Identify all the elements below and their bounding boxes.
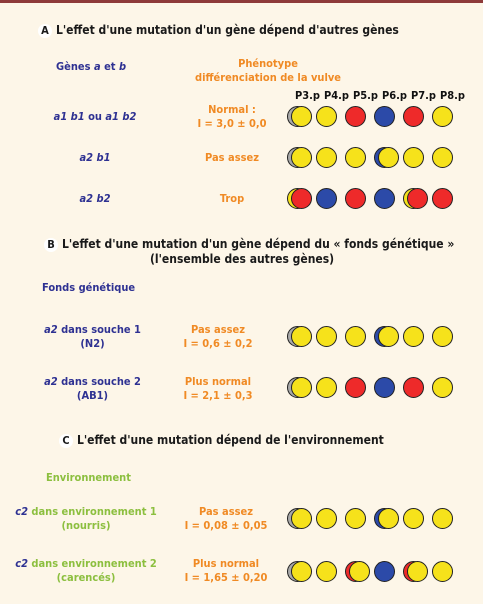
yellow-cell-fate-circle <box>291 377 312 398</box>
cell-label-p5: P5.p <box>353 89 378 102</box>
phenotype-c-row1 <box>180 505 272 533</box>
cell-label-p6: P6.p <box>382 89 407 102</box>
vulval-cell-7 <box>403 377 432 399</box>
red-cell-fate-circle <box>345 377 366 398</box>
phenotype-header-line1: Phénotype <box>238 57 298 70</box>
yellow-cell-fate-circle <box>378 326 399 347</box>
vulval-cell-8 <box>432 377 461 399</box>
top-border <box>0 0 483 3</box>
section-a-title <box>38 23 399 38</box>
genotype-a-row2 <box>40 151 150 165</box>
genotype-a2b2: a2 b2 <box>79 192 111 205</box>
yellow-cell-fate-circle <box>349 561 370 582</box>
yellow-cell-fate-circle <box>316 326 337 347</box>
vulval-cell-6 <box>374 147 403 169</box>
section-a-letter: A <box>38 24 52 38</box>
strain-name: (N2) <box>80 337 105 350</box>
vulval-cell-5 <box>345 106 374 128</box>
phenotype-label: Pas assez <box>191 323 245 336</box>
phenotype-a-row2 <box>186 151 278 165</box>
vulval-cell-7 <box>403 188 432 210</box>
vulval-cell-5 <box>345 377 374 399</box>
vulval-cell-5 <box>345 188 374 210</box>
vulval-cell-7 <box>403 561 432 583</box>
yellow-cell-fate-circle <box>432 508 453 529</box>
environment-condition: (carencés) <box>56 571 116 584</box>
vulval-cell-4 <box>316 508 345 530</box>
section-c-title-text: L'effet d'une mutation dépend de l'environnement <box>77 433 384 447</box>
red-cell-fate-circle <box>407 188 428 209</box>
genotype-a1b2: a1 b2 <box>105 110 137 123</box>
vulval-cell-7 <box>403 106 432 128</box>
environment-name: dans environnement 1 <box>27 505 157 518</box>
yellow-cell-fate-circle <box>378 147 399 168</box>
vulval-cell-3 <box>287 377 316 399</box>
genotype-strain: dans souche 1 <box>57 323 141 336</box>
vulval-cell-8 <box>432 188 461 210</box>
vulval-cell-8 <box>432 508 461 530</box>
phenotype-index: I = 2,1 ± 0,3 <box>183 389 253 402</box>
genotype-a1b1: a1 b1 <box>53 110 85 123</box>
environment-name: dans environnement 2 <box>27 557 157 570</box>
vulval-cell-5 <box>345 508 374 530</box>
yellow-cell-fate-circle <box>316 561 337 582</box>
phenotype-b-row1 <box>172 323 264 351</box>
vulval-cell-3 <box>287 508 316 530</box>
blue-cell-fate-circle <box>374 561 395 582</box>
phenotype-c-row2 <box>180 557 272 585</box>
gene-b-italic: b <box>118 60 127 73</box>
vulval-cell-3 <box>287 326 316 348</box>
blue-cell-fate-circle <box>316 188 337 209</box>
yellow-cell-fate-circle <box>291 106 312 127</box>
genes-header-text: Gènes <box>56 60 94 73</box>
section-b-title <box>44 237 454 252</box>
phenotype-index: I = 3,0 ± 0,0 <box>197 117 267 130</box>
vulval-cell-3 <box>287 106 316 128</box>
phenotype-a-row3 <box>186 192 278 206</box>
genotype-a-row1 <box>40 110 150 124</box>
vulval-cell-7 <box>403 508 432 530</box>
phenotype-label: Plus normal <box>184 375 252 388</box>
yellow-cell-fate-circle <box>403 147 424 168</box>
red-cell-fate-circle <box>345 188 366 209</box>
red-cell-fate-circle <box>403 377 424 398</box>
genotype-b-row2 <box>25 375 160 403</box>
red-cell-fate-circle <box>291 188 312 209</box>
vulval-cell-3 <box>287 561 316 583</box>
environnement-header: Environnement <box>46 471 131 484</box>
cell-row <box>287 508 461 530</box>
genotype-a-row3 <box>40 192 150 206</box>
vulval-cell-4 <box>316 377 345 399</box>
vulval-cell-6 <box>374 377 403 399</box>
cell-row <box>287 147 461 169</box>
vulval-cell-5 <box>345 561 374 583</box>
cell-row <box>287 106 461 128</box>
phenotype-header-line2: différenciation de la vulve <box>195 71 341 84</box>
blue-cell-fate-circle <box>374 188 395 209</box>
cell-label-p8: P8.p <box>440 89 465 102</box>
phenotype-b-row2 <box>172 375 264 403</box>
phenotype-column-header <box>183 57 353 85</box>
yellow-cell-fate-circle <box>432 561 453 582</box>
blue-cell-fate-circle <box>374 377 395 398</box>
vulval-cell-8 <box>432 561 461 583</box>
yellow-cell-fate-circle <box>316 377 337 398</box>
phenotype-index: I = 0,08 ± 0,05 <box>184 519 268 532</box>
cell-label-p7: P7.p <box>411 89 436 102</box>
yellow-cell-fate-circle <box>432 147 453 168</box>
genotype-c-row2 <box>12 557 160 585</box>
phenotype-label: Plus normal <box>192 557 260 570</box>
yellow-cell-fate-circle <box>432 106 453 127</box>
vulval-cell-4 <box>316 561 345 583</box>
yellow-cell-fate-circle <box>403 326 424 347</box>
genotype-b-row1 <box>25 323 160 351</box>
vulval-cell-4 <box>316 326 345 348</box>
genotype-c-row1 <box>12 505 160 533</box>
phenotype-label: Trop <box>219 192 245 205</box>
vulval-cell-8 <box>432 326 461 348</box>
vulval-cell-6 <box>374 106 403 128</box>
section-b-subtitle: (l'ensemble des autres gènes) <box>150 252 335 266</box>
vulval-cell-4 <box>316 188 345 210</box>
genes-header-connector: et <box>100 60 119 73</box>
yellow-cell-fate-circle <box>345 147 366 168</box>
vulval-cell-4 <box>316 147 345 169</box>
genotype-a2: a2 <box>44 323 58 336</box>
environment-condition: (nourris) <box>61 519 111 532</box>
vulval-cell-8 <box>432 147 461 169</box>
red-cell-fate-circle <box>403 106 424 127</box>
yellow-cell-fate-circle <box>316 106 337 127</box>
yellow-cell-fate-circle <box>291 147 312 168</box>
cell-row <box>287 326 461 348</box>
strain-name: (AB1) <box>76 389 109 402</box>
vulval-cell-5 <box>345 326 374 348</box>
fonds-genetique-header: Fonds génétique <box>42 281 136 294</box>
yellow-cell-fate-circle <box>291 326 312 347</box>
cell-row <box>287 561 461 583</box>
vulval-cell-4 <box>316 106 345 128</box>
vulval-cell-8 <box>432 106 461 128</box>
genotype-a2: a2 <box>44 375 58 388</box>
genes-column-header <box>56 60 126 73</box>
vulval-cell-6 <box>374 508 403 530</box>
vulval-cell-6 <box>374 561 403 583</box>
phenotype-a-row1 <box>186 103 278 131</box>
red-cell-fate-circle <box>432 188 453 209</box>
yellow-cell-fate-circle <box>316 147 337 168</box>
section-b-title-line1: L'effet d'une mutation d'un gène dépend du « fonds génétique » <box>62 237 455 251</box>
gene-a-italic: a <box>93 60 101 73</box>
vulval-cell-3 <box>287 147 316 169</box>
section-c-title <box>59 433 384 448</box>
yellow-cell-fate-circle <box>291 508 312 529</box>
vulval-cell-7 <box>403 147 432 169</box>
phenotype-label: Pas assez <box>205 151 259 164</box>
cell-row <box>287 377 461 399</box>
yellow-cell-fate-circle <box>291 561 312 582</box>
vulval-cell-3 <box>287 188 316 210</box>
cell-labels-header <box>293 89 467 102</box>
section-a-title-text: L'effet d'une mutation d'un gène dépend d'autres gènes <box>56 23 399 37</box>
yellow-cell-fate-circle <box>432 326 453 347</box>
cell-row <box>287 188 461 210</box>
vulval-cell-5 <box>345 147 374 169</box>
blue-cell-fate-circle <box>374 106 395 127</box>
phenotype-index: I = 1,65 ± 0,20 <box>184 571 268 584</box>
vulval-cell-6 <box>374 326 403 348</box>
genotype-a2b1: a2 b1 <box>79 151 111 164</box>
genotype-or: ou <box>84 110 106 123</box>
red-cell-fate-circle <box>345 106 366 127</box>
cell-label-p4: P4.p <box>324 89 349 102</box>
phenotype-label: Pas assez <box>199 505 253 518</box>
yellow-cell-fate-circle <box>403 508 424 529</box>
phenotype-index: I = 0,6 ± 0,2 <box>183 337 253 350</box>
vulval-cell-7 <box>403 326 432 348</box>
yellow-cell-fate-circle <box>345 326 366 347</box>
yellow-cell-fate-circle <box>407 561 428 582</box>
genotype-strain: dans souche 2 <box>57 375 141 388</box>
yellow-cell-fate-circle <box>316 508 337 529</box>
vulval-cell-6 <box>374 188 403 210</box>
phenotype-label: Normal : <box>208 103 256 116</box>
yellow-cell-fate-circle <box>432 377 453 398</box>
yellow-cell-fate-circle <box>378 508 399 529</box>
yellow-cell-fate-circle <box>345 508 366 529</box>
section-b-letter: B <box>44 238 58 252</box>
section-c-letter: C <box>59 434 73 448</box>
genotype-c2: c2 <box>15 557 28 570</box>
cell-label-p3: P3.p <box>295 89 320 102</box>
genotype-c2: c2 <box>15 505 28 518</box>
